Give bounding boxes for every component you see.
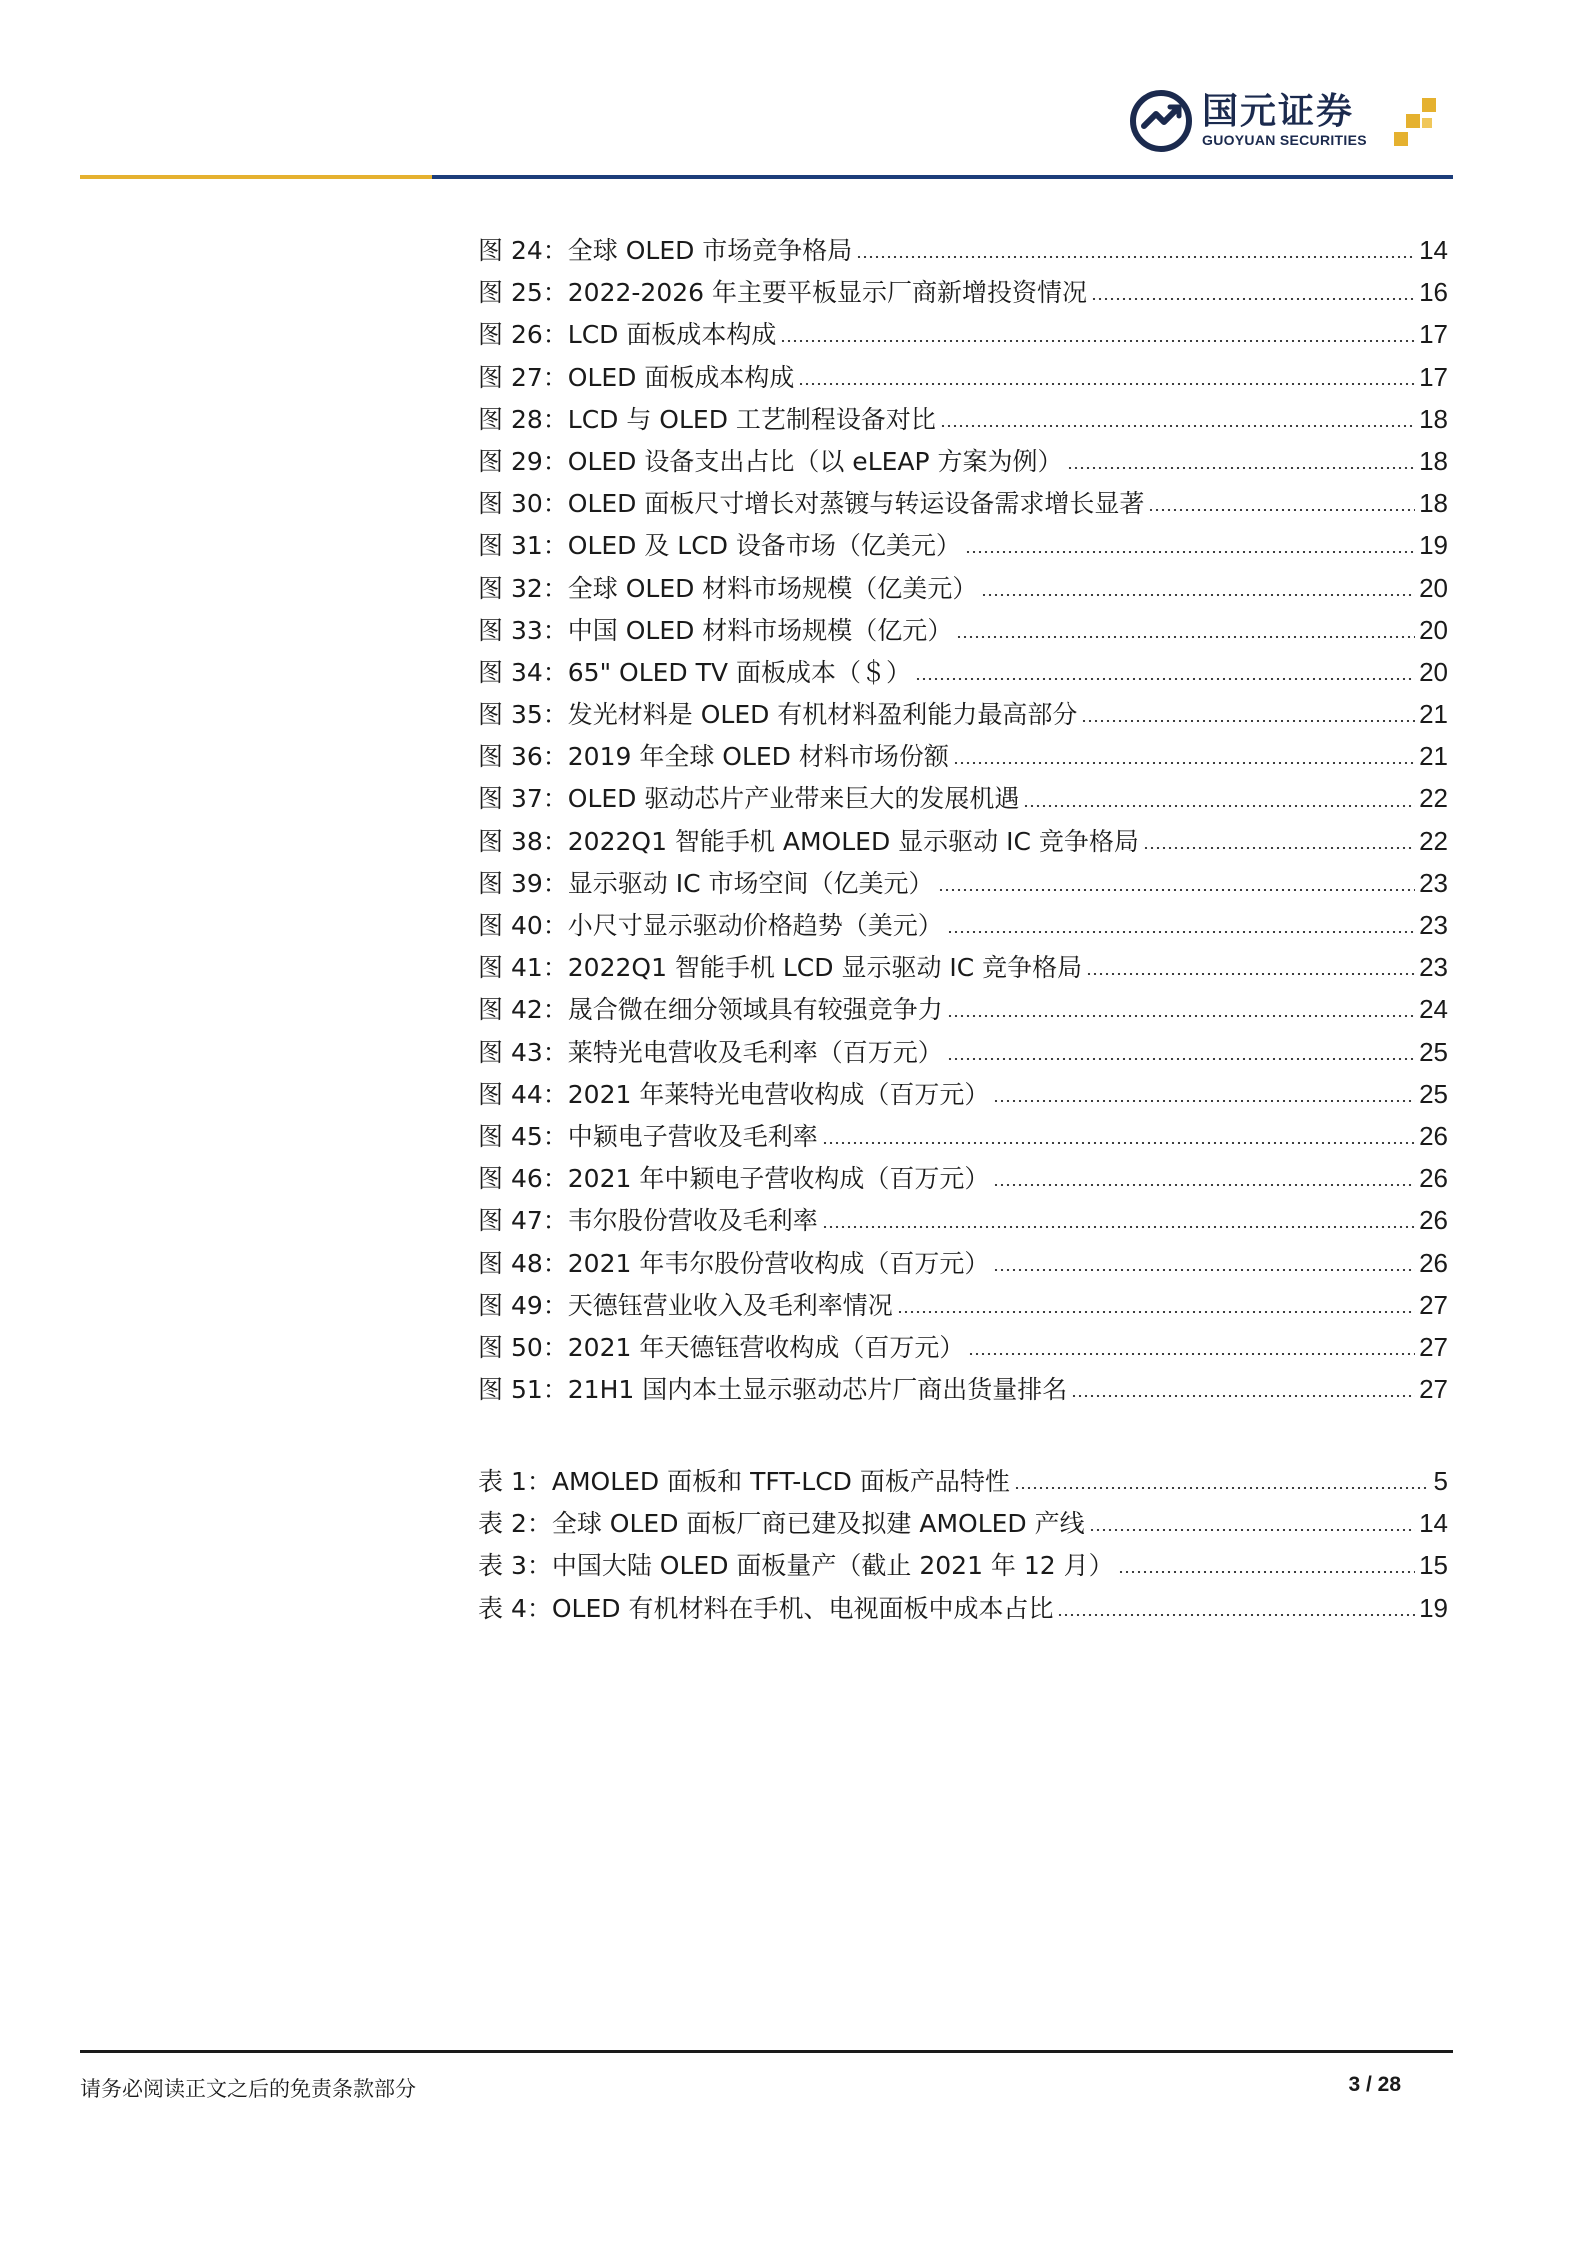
dot-leader (1148, 509, 1415, 511)
toc-entry[interactable] (478, 777, 1448, 819)
toc-entry[interactable] (478, 1460, 1448, 1502)
toc-entry-title: 全球 OLED 面板厂商已建及拟建 AMOLED 产线 (551, 1509, 1085, 1539)
toc-entry-title: 显示驱动 IC 市场空间（亿美元） (567, 868, 934, 898)
toc-entry-label: 图 29： (478, 446, 568, 476)
toc-entry-title: 2021 年莱特光电营收构成（百万元） (567, 1079, 990, 1109)
toc-entry[interactable] (478, 693, 1448, 735)
toc-entry-label: 图 40： (478, 911, 568, 940)
toc-entry-page: 25 (1419, 1078, 1448, 1109)
toc-entry[interactable] (478, 229, 1448, 271)
toc-entry-page: 26 (1419, 1163, 1448, 1194)
toc-entry-title: OLED 及 LCD 设备市场（亿美元） (567, 531, 961, 561)
toc-entry-label: 图 45： (478, 1121, 568, 1151)
toc-entry-label: 表 4： (478, 1593, 552, 1623)
dot-leader (968, 1353, 1415, 1355)
dot-leader (965, 551, 1415, 553)
toc-entry-page: 23 (1419, 910, 1448, 940)
toc-entry-label: 图 38： (478, 826, 568, 856)
toc-entry-page: 26 (1419, 1205, 1448, 1236)
toc-entry-title: 65" OLED TV 面板成本（＄） (567, 657, 911, 687)
toc-entry[interactable] (478, 398, 1448, 440)
toc-entry-page: 25 (1419, 1036, 1448, 1067)
toc-entry-label: 图 32： (478, 573, 568, 603)
toc-entry[interactable] (478, 1368, 1448, 1410)
toc-entry-title: 晟合微在细分领域具有较强竞争力 (567, 995, 943, 1025)
toc-entry-title: 中国 OLED 材料市场规模（亿元） (567, 615, 953, 645)
toc-entry-page: 21 (1419, 741, 1448, 772)
toc-entry-title: 中国大陆 OLED 面板量产（截止 2021 年 12 月） (551, 1551, 1114, 1581)
toc-entry[interactable] (478, 482, 1448, 524)
toc-entry-title: 2022-2026 年主要平板显示厂商新增投资情况 (567, 278, 1087, 308)
dot-leader (1118, 1571, 1415, 1573)
table-index (478, 1460, 1448, 1629)
logo-english-name: GUOYUAN SECURITIES (1202, 132, 1367, 148)
toc-entry-title: 发光材料是 OLED 有机材料盈利能力最高部分 (567, 700, 1078, 730)
toc-entry-page: 18 (1419, 403, 1448, 434)
toc-entry-page: 22 (1419, 783, 1448, 814)
dot-leader (1086, 973, 1415, 975)
toc-entry[interactable] (478, 1284, 1448, 1326)
toc-entry-page: 16 (1419, 277, 1448, 308)
toc-entry[interactable] (478, 1587, 1448, 1629)
toc-entry[interactable] (478, 1073, 1448, 1115)
dot-leader (1023, 805, 1415, 807)
toc-entry-page: 21 (1419, 699, 1448, 730)
toc-entry-label: 图 44： (478, 1079, 568, 1109)
toc-entry[interactable] (478, 1502, 1448, 1544)
toc-entry[interactable] (478, 567, 1448, 609)
toc-entry-label: 图 33： (478, 615, 568, 645)
toc-entry-label: 图 25： (478, 278, 568, 308)
toc-entry-title: 2022Q1 智能手机 AMOLED 显示驱动 IC 竞争格局 (567, 826, 1139, 856)
toc-entry-page: 14 (1419, 235, 1448, 265)
toc-entry[interactable] (478, 313, 1448, 355)
dot-leader (915, 678, 1415, 680)
toc-entry-page: 27 (1419, 1374, 1448, 1405)
toc-entry-label: 图 50： (478, 1332, 568, 1362)
dot-leader (1057, 1614, 1415, 1616)
dot-leader (1067, 467, 1416, 469)
toc-entry-title: 全球 OLED 市场竞争格局 (567, 236, 853, 265)
toc-entry[interactable] (478, 440, 1448, 482)
dot-leader (938, 889, 1416, 891)
dot-leader (993, 1269, 1415, 1271)
toc-entry-title: 中颖电子营收及毛利率 (567, 1121, 818, 1151)
toc-entry-page: 20 (1419, 614, 1448, 645)
toc-entry-page: 17 (1419, 319, 1448, 350)
toc-entry-page: 15 (1419, 1550, 1448, 1581)
toc-entry-page: 5 (1433, 1466, 1448, 1496)
toc-entry[interactable] (478, 946, 1448, 988)
toc-entry-page: 18 (1419, 488, 1448, 519)
toc-entry-label: 图 49： (478, 1290, 568, 1320)
dot-leader (780, 340, 1415, 342)
dot-leader (822, 1226, 1415, 1228)
toc-entry-page: 22 (1419, 825, 1448, 856)
dot-leader (1091, 298, 1415, 300)
dot-leader (822, 1142, 1415, 1144)
toc-entry-title: 小尺寸显示驱动价格趋势（美元） (567, 911, 943, 940)
dot-leader (940, 425, 1415, 427)
toc-entry[interactable] (478, 524, 1448, 566)
footer-disclaimer: 请务必阅读正文之后的免责条款部分 (80, 2077, 416, 2101)
toc-entry[interactable] (478, 356, 1448, 398)
toc-entry-title: OLED 面板尺寸增长对蒸镀与转运设备需求增长显著 (567, 489, 1145, 519)
toc-entry[interactable] (478, 1544, 1448, 1586)
guoyuan-logo-icon (1130, 90, 1192, 152)
logo-text (1202, 92, 1367, 148)
toc-entry-label: 图 24： (478, 236, 568, 265)
toc-entry-label: 图 30： (478, 489, 568, 519)
toc-entry[interactable] (478, 1157, 1448, 1199)
company-logo (1130, 90, 1450, 160)
header-rule-gold (80, 175, 432, 179)
toc-entry[interactable] (478, 1242, 1448, 1284)
toc-entry[interactable] (478, 609, 1448, 651)
dot-leader (953, 762, 1415, 764)
dot-leader (798, 383, 1415, 385)
toc-entry-page: 23 (1419, 867, 1448, 898)
toc-entry-label: 图 35： (478, 700, 568, 730)
toc-entry-title: 莱特光电营收及毛利率（百万元） (567, 1037, 943, 1067)
toc-entry[interactable] (478, 1326, 1448, 1368)
toc-entry-label: 表 1： (478, 1467, 552, 1496)
dot-leader (981, 594, 1415, 596)
dot-leader (993, 1100, 1415, 1102)
toc-entry-page: 20 (1419, 656, 1448, 687)
toc-entry-title: 21H1 国内本土显示驱动芯片厂商出货量排名 (567, 1375, 1068, 1405)
toc-entry-title: 2021 年韦尔股份营收构成（百万元） (567, 1248, 990, 1278)
dot-leader (1071, 1395, 1415, 1397)
dot-leader (856, 256, 1415, 258)
toc-entry-page: 27 (1419, 1289, 1448, 1320)
header-rule-blue (432, 175, 1453, 179)
dot-leader (1089, 1529, 1415, 1531)
toc-entry-page: 19 (1419, 530, 1448, 561)
dot-leader (947, 1058, 1415, 1060)
toc-entry-title: 2022Q1 智能手机 LCD 显示驱动 IC 竞争格局 (567, 953, 1083, 983)
toc-entry-page: 20 (1419, 572, 1448, 603)
toc-entry-label: 图 51： (478, 1375, 568, 1405)
toc-entry-title: AMOLED 面板和 TFT-LCD 面板产品特性 (551, 1467, 1010, 1496)
toc-entry-title: 2019 年全球 OLED 材料市场份额 (567, 742, 949, 772)
toc-entry-title: LCD 面板成本构成 (567, 320, 777, 350)
toc-entry-title: OLED 驱动芯片产业带来巨大的发展机遇 (567, 784, 1020, 814)
toc-entry-title: 全球 OLED 材料市场规模（亿美元） (567, 573, 978, 603)
page-number: 3 / 28 (1348, 2073, 1401, 2096)
dot-leader (1081, 720, 1415, 722)
dot-leader (947, 1015, 1415, 1017)
toc-entry-label: 图 48： (478, 1248, 568, 1278)
toc-entry[interactable] (478, 735, 1448, 777)
logo-chinese-name: 国元证券 (1202, 91, 1355, 132)
toc-entry-label: 图 43： (478, 1037, 568, 1067)
toc-entry-title: 韦尔股份营收及毛利率 (567, 1206, 818, 1236)
toc-entry-label: 图 41： (478, 953, 568, 983)
toc-entry-label: 图 37： (478, 784, 568, 814)
toc-entry-title: 2021 年天德钰营收构成（百万元） (567, 1332, 965, 1362)
dot-leader (1143, 847, 1415, 849)
toc-entry-page: 17 (1419, 361, 1448, 392)
toc-entry[interactable] (478, 904, 1448, 946)
toc-entry-page: 26 (1419, 1120, 1448, 1151)
toc-entry-title: OLED 面板成本构成 (567, 362, 795, 392)
toc-entry-title: 2021 年中颖电子营收构成（百万元） (567, 1164, 990, 1194)
toc-entry-label: 图 28： (478, 404, 568, 434)
toc-entry[interactable] (478, 862, 1448, 904)
toc-entry[interactable] (478, 820, 1448, 862)
toc-entry-label: 图 46： (478, 1164, 568, 1194)
toc-entry-title: OLED 有机材料在手机、电视面板中成本占比 (551, 1593, 1054, 1623)
toc-entry-page: 23 (1419, 952, 1448, 983)
toc-entry-page: 19 (1419, 1592, 1448, 1623)
dot-leader (993, 1184, 1415, 1186)
toc-entry-label: 图 39： (478, 868, 568, 898)
toc-entry-label: 图 27： (478, 362, 568, 392)
toc-entry-label: 图 47： (478, 1206, 568, 1236)
footer-rule (80, 2050, 1453, 2053)
toc-entry[interactable] (478, 271, 1448, 313)
dot-leader (1014, 1487, 1430, 1489)
toc-entry-page: 27 (1419, 1331, 1448, 1362)
toc-entry-title: OLED 设备支出占比（以 eLEAP 方案为例） (567, 446, 1063, 476)
toc-entry-label: 图 42： (478, 995, 568, 1025)
toc-entry-title: 天德钰营业收入及毛利率情况 (567, 1290, 893, 1320)
toc-entry-title: LCD 与 OLED 工艺制程设备对比 (567, 404, 936, 434)
figure-index (478, 229, 1448, 1410)
toc-entry[interactable] (478, 1199, 1448, 1241)
toc-entry-label: 图 34： (478, 657, 568, 687)
toc-entry-label: 图 26： (478, 320, 568, 350)
toc-entry-label: 图 31： (478, 531, 568, 561)
dot-leader (947, 931, 1415, 933)
toc-entry[interactable] (478, 1031, 1448, 1073)
dot-leader (956, 636, 1415, 638)
toc-entry-label: 表 3： (478, 1551, 552, 1581)
toc-entry-page: 26 (1419, 1247, 1448, 1278)
toc-entry-label: 图 36： (478, 742, 568, 772)
toc-entry[interactable] (478, 988, 1448, 1030)
toc-entry-page: 14 (1419, 1508, 1448, 1539)
toc-entry[interactable] (478, 651, 1448, 693)
toc-entry[interactable] (478, 1115, 1448, 1157)
dot-leader (897, 1311, 1415, 1313)
toc-entry-label: 表 2： (478, 1509, 552, 1539)
gold-squares-icon (1392, 96, 1448, 152)
toc-entry-page: 18 (1419, 445, 1448, 476)
toc-entry-page: 24 (1419, 994, 1448, 1025)
